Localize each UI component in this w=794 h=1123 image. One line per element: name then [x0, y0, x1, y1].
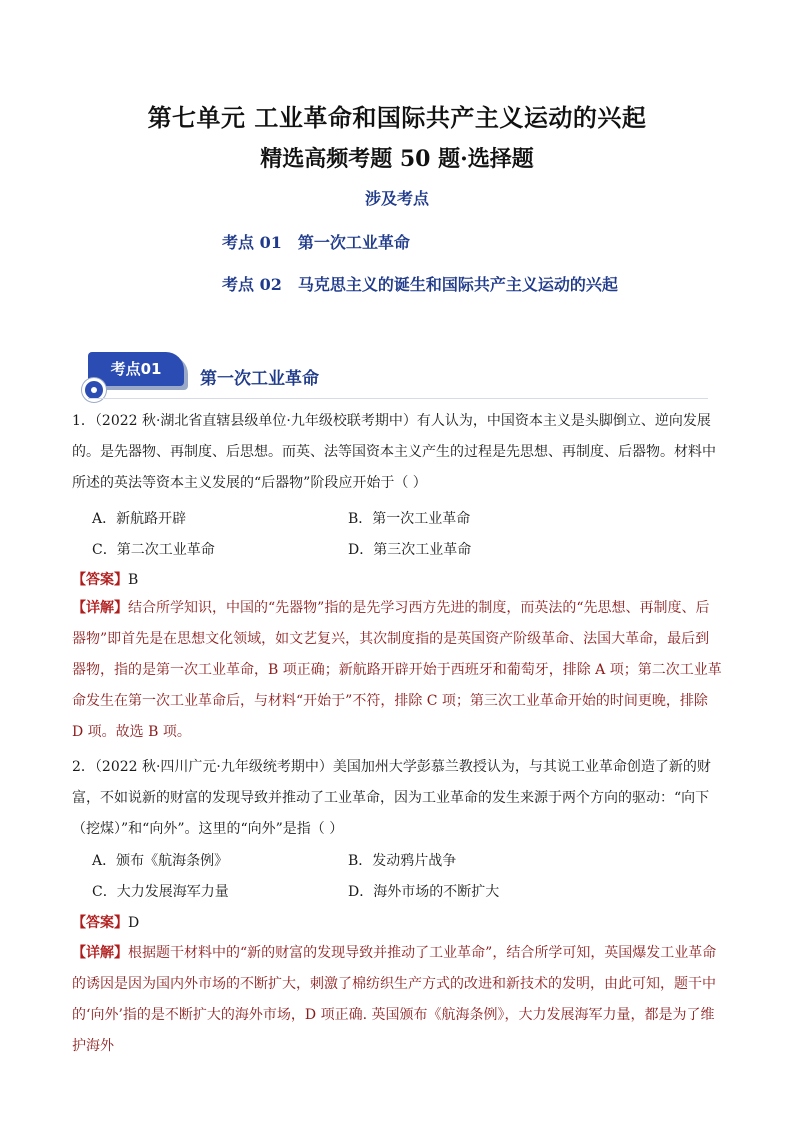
detail-tag: 【详解】	[72, 600, 128, 616]
question-1-answer	[72, 569, 138, 589]
question-1-option-d: D．第三次工业革命	[348, 542, 472, 558]
question-2-option-c: C．大力发展海军力量	[92, 884, 229, 900]
detail-tag: 【详解】	[72, 945, 128, 961]
key-point-name: 马克思主义的诞生和国际共产主义运动的兴起	[297, 275, 618, 294]
question-2-answer	[72, 912, 139, 932]
key-point-1	[222, 230, 410, 253]
question-1-option-b: B．第一次工业革命	[348, 511, 471, 527]
section-badge	[88, 352, 188, 396]
badge-label: 考点01	[88, 352, 184, 386]
key-point-code: 考点 02	[222, 275, 282, 294]
question-2-option-d: D．海外市场的不断扩大	[348, 884, 500, 900]
section-divider	[88, 398, 708, 399]
answer-value: D	[128, 915, 140, 931]
detail-text: 根据题干材料中的“新的财富的发现导致并推动了工业革命”，结合所学可知，英国爆发工业革命的诱因是因为国内外市场的不断扩大，刺激了棉纺织生产方式的改进和新技术的发明，由此可知，题干中的‘向外’指的是不断扩大的海外市场，D 项正确. 英国颁布《航海条例》，大力发展海军力量，都是为了维护海外	[72, 945, 717, 1054]
scope-label: 涉及考点	[364, 189, 429, 208]
question-1-option-c: C．第二次工业革命	[92, 542, 215, 558]
key-point-2	[222, 272, 618, 295]
question-2-option-a: A．颁布《航海条例》	[92, 853, 229, 869]
question-2-option-b: B．发动鸦片战争	[348, 853, 457, 869]
key-point-code: 考点 01	[222, 233, 282, 252]
question-2-stem: 2．（2022 秋·四川广元·九年级统考期中）美国加州大学彭慕兰教授认为，与其说工业革命创造了新的财富，不如说新的财富的发现导致并推动了工业革命，因为工业革命的发生来源于两个方向的驱动：“向下（挖煤）”和“向外”。这里的“向外”是指（ ）	[72, 759, 711, 837]
key-point-name: 第一次工业革命	[297, 233, 410, 252]
answer-tag: 【答案】	[72, 915, 128, 931]
question-2-detail	[72, 938, 722, 1062]
page-title: 第七单元 工业革命和国际共产主义运动的兴起	[147, 103, 647, 132]
question-1-option-a: A．新航路开辟	[92, 511, 187, 527]
section-title: 第一次工业革命	[200, 369, 319, 389]
question-1-stem: 1．（2022 秋·湖北省直辖县级单位·九年级校联考期中）有人认为，中国资本主义是头脚倒立、逆向发展的。是先器物、再制度、后思想。而英、法等国资本主义产生的过程是先思想、再制度、后器物。材料中所述的英法等资本主义发展的“后器物”阶段应开始于（ ）	[72, 413, 716, 491]
detail-text: 结合所学知识，中国的“先器物”指的是先学习西方先进的制度，而英法的“先思想、再制度、后器物”即首先是在思想文化领域，如文艺复兴，其次制度指的是英国资产阶级革命、法国大革命，最后到器物，指的是第一次工业革命，B 项正确；新航路开辟开始于西班牙和葡萄牙，排除 A 项；第二次工业革命发生在第一次工业革命后，与材料“开始于”不符，排除 C 项；第三次工业革命开始的时间更晚，排除 D 项。故选 B 项。	[72, 600, 722, 740]
answer-tag: 【答案】	[72, 572, 128, 588]
page-subtitle: 精选高频考题 50 题·选择题	[260, 146, 534, 172]
answer-value: B	[128, 572, 139, 588]
question-1-detail	[72, 593, 722, 748]
